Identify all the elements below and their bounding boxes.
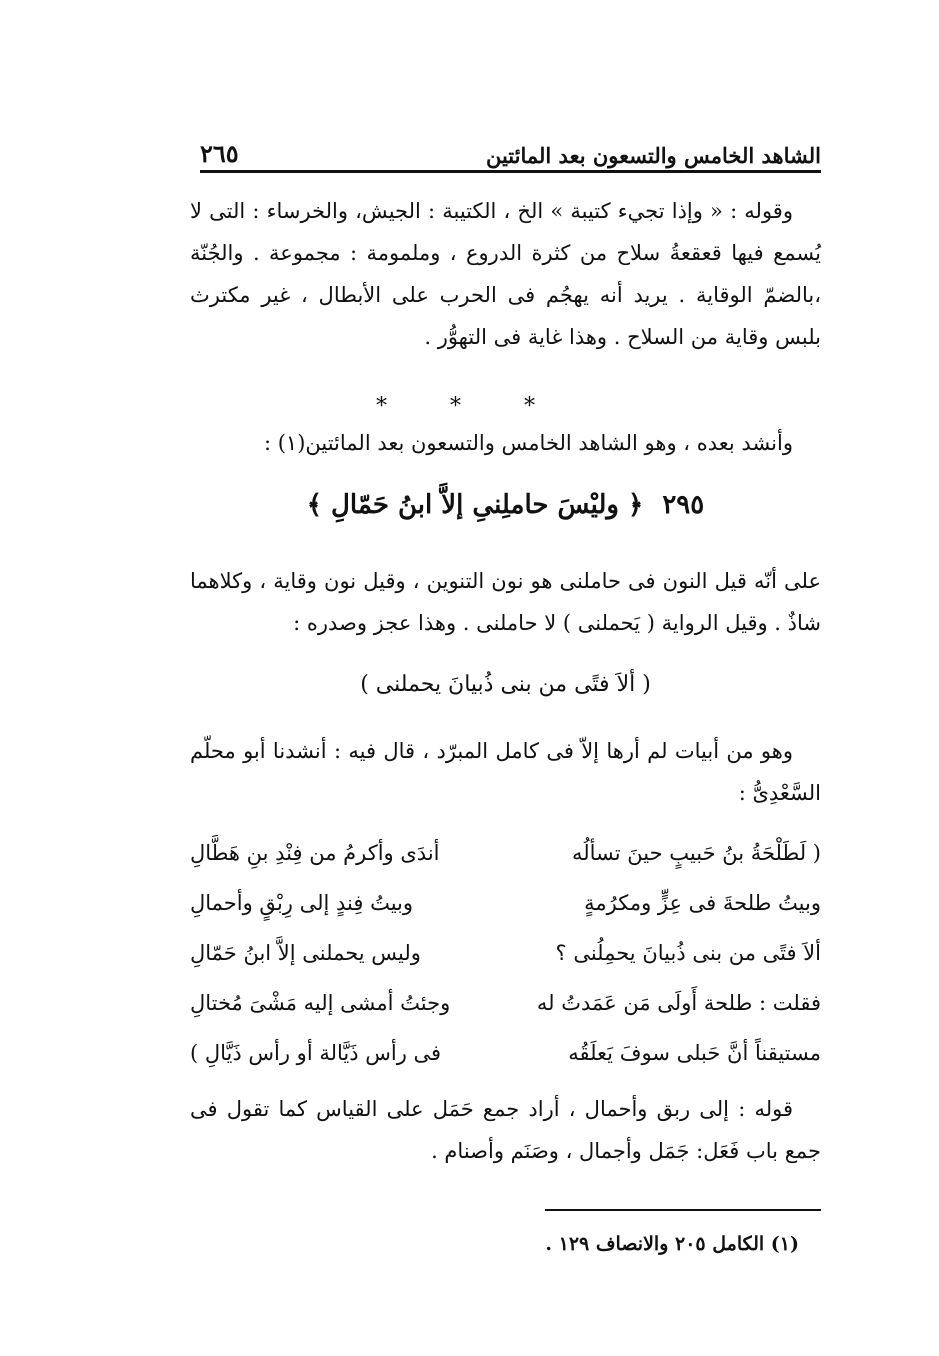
running-header: [200, 132, 821, 168]
verse-row: [190, 928, 821, 978]
verse-row: [190, 978, 821, 1028]
shahid-heading: [190, 490, 821, 520]
page-number: ٢٦٥: [200, 139, 239, 168]
paragraph-commentary-2: على أنّه قيل النون فى حاملنى هو نون التنوين ، وقيل نون وقاية ، وكلاهما شاذٌ . وقيل الرواية ( يَحملنى ) لا حاملنى . وهذا عجز وصدره :: [190, 569, 821, 635]
paragraph-commentary-1: وقوله : « وإذا تجيء كتيبة » الخ ، الكتيبة : الجيش، والخرساء : التى لا يُسمع فيها قعقعةُ سلاح من كثرة الدروع ، وملمومة : مجموعة . والجُنّة ،بالضمّ الوقاية . يريد أنه يهجُم فى الحرب على الأبطال ، غير مكترث بلبس وقاية من السلاح . وهذا غاية فى التهوُّر .: [190, 199, 821, 349]
verse-row: [190, 1028, 821, 1078]
paragraph-intro: وأنشد بعده ، وهو الشاهد الخامس والتسعون بعد المائتين(١) :: [263, 431, 793, 455]
poem-verses: [190, 828, 821, 1078]
verse-hemistich-second: وبيتُ فِندٍ إلى رِبْقٍ وأحمالِ: [190, 891, 414, 915]
verse-hemistich-first: ( لَطَلْحَةُ بنُ حَبيبٍ حينَ تسألُه: [571, 841, 821, 865]
section-divider-stars: * * *: [376, 394, 563, 419]
verse-hemistich-second: أندَى وأكرمُ من فِنْدِ بنِ هَطَّالِ: [190, 841, 440, 865]
verse-row: [190, 878, 821, 928]
verse-row: [190, 828, 821, 878]
footnote-rule: [545, 1209, 821, 1211]
paragraph-commentary-3: وهو من أبيات لم أرها إلاّ فى كامل المبرّد ، قال فيه : أنشدنا أبو محلّم السَّعْدِىُّ :: [190, 739, 821, 805]
running-title: الشاهد الخامس والتسعون بعد المائتين: [485, 143, 821, 168]
shahid-text: ﴿ وليْسَ حاملِنىِ إلاَّ ابنُ حَمّالِ ﴾: [306, 490, 644, 520]
verse-hemistich-first: ألاَ فتًى من بنى ذُبيانَ يحمِلُنى ؟: [555, 941, 821, 965]
verse-sadr: ( ألاَ فتًى من بنى ذُبيانَ يحملنى ): [360, 672, 651, 697]
footnote: (١) الكامل ٢٠٥ والانصاف ١٢٩ .: [545, 1233, 799, 1255]
verse-hemistich-first: فقلت : طلحة أَولَى مَن عَمَدتُ له: [536, 991, 821, 1015]
verse-hemistich-second: فى رأس ذَيَّالة أو رأس ذَيَّالِ ): [190, 1041, 442, 1065]
shahid-number: ٢٩٥: [662, 490, 705, 520]
verse-hemistich-first: مستيقناً أنَّ حَبلى سوفَ يَعلَقُه: [568, 1041, 821, 1065]
verse-hemistich-second: وجئتُ أمشى إليه مَشْىَ مُختالِ: [190, 991, 451, 1015]
header-rule: [200, 170, 821, 173]
verse-hemistich-second: وليس يحملنى إلاَّ ابنُ حَمّالِ: [190, 941, 421, 965]
verse-hemistich-first: وبيتُ طلحةَ فى عِزٍّ ومكرُمةٍ: [584, 891, 821, 915]
paragraph-commentary-4: قوله : إلى ربق وأحمال ، أراد جمع حَمَل على القياس كما تقول فى جمع باب فَعَل: جَمَل وأجمال ، وصَنَم وأصنام .: [190, 1097, 821, 1163]
